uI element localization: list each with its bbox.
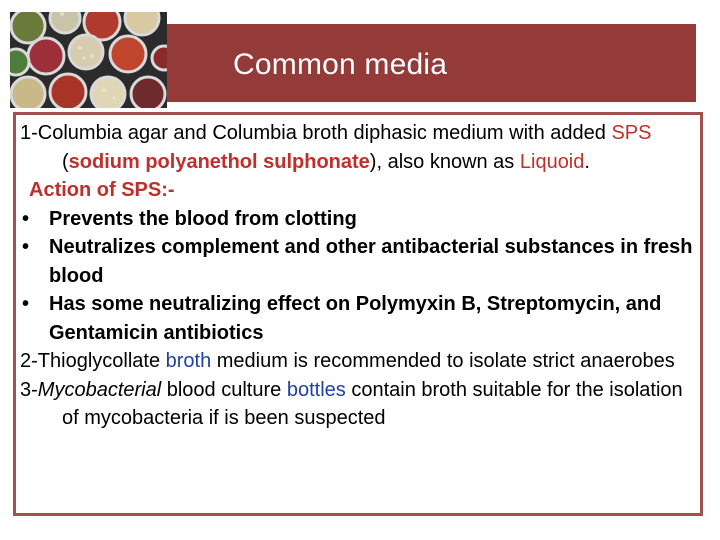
sps-abbrev: SPS bbox=[611, 122, 652, 144]
p3-number: 3- bbox=[20, 378, 38, 401]
bullet-icon: • bbox=[22, 236, 30, 258]
bullet-text: Has some neutralizing effect on Polymyxin B, Streptomycin, and Gentamicin antibiotics bbox=[49, 293, 662, 344]
sps-full-name: sodium polyanethol sulphonate bbox=[68, 150, 370, 173]
bullet-text: Prevents the blood from clotting bbox=[49, 207, 357, 230]
p1-end: . bbox=[584, 150, 590, 173]
p1-lead: 1-Columbia agar and Columbia broth diphasic medium with added bbox=[20, 122, 612, 144]
bottles-term: bottles bbox=[286, 378, 346, 401]
bullet-icon: • bbox=[22, 293, 30, 315]
petri-dishes-image bbox=[10, 12, 167, 108]
p1-open-paren: ( bbox=[62, 150, 69, 173]
broth-term: broth bbox=[165, 350, 212, 372]
list-item bbox=[20, 205, 700, 234]
p3-rest: contain broth suitable for the isolation of mycobacteria if is been suspected bbox=[62, 378, 683, 429]
bullet-icon: • bbox=[22, 207, 30, 230]
action-heading: Action of SPS:- bbox=[29, 179, 175, 201]
list-item bbox=[20, 233, 700, 290]
paragraph-mycobacterial bbox=[20, 376, 700, 433]
p2-lead: 2-Thioglycollate bbox=[20, 350, 166, 372]
mycobacterial-term: Mycobacterial bbox=[37, 378, 162, 401]
paragraph-thioglycollate bbox=[20, 347, 700, 376]
slide-title: Common media bbox=[233, 48, 448, 81]
p2-rest: medium is recommended to isolate strict anaerobes bbox=[211, 350, 675, 372]
bullet-text: Neutralizes complement and other antibacterial substances in fresh blood bbox=[49, 236, 693, 287]
p1-close: ), also known as bbox=[369, 150, 520, 173]
p3-mid: blood culture bbox=[161, 378, 287, 401]
list-item bbox=[20, 290, 700, 347]
liquoid-term: Liquoid bbox=[519, 150, 585, 173]
slide-body bbox=[20, 119, 700, 433]
paragraph-columbia bbox=[20, 119, 700, 176]
